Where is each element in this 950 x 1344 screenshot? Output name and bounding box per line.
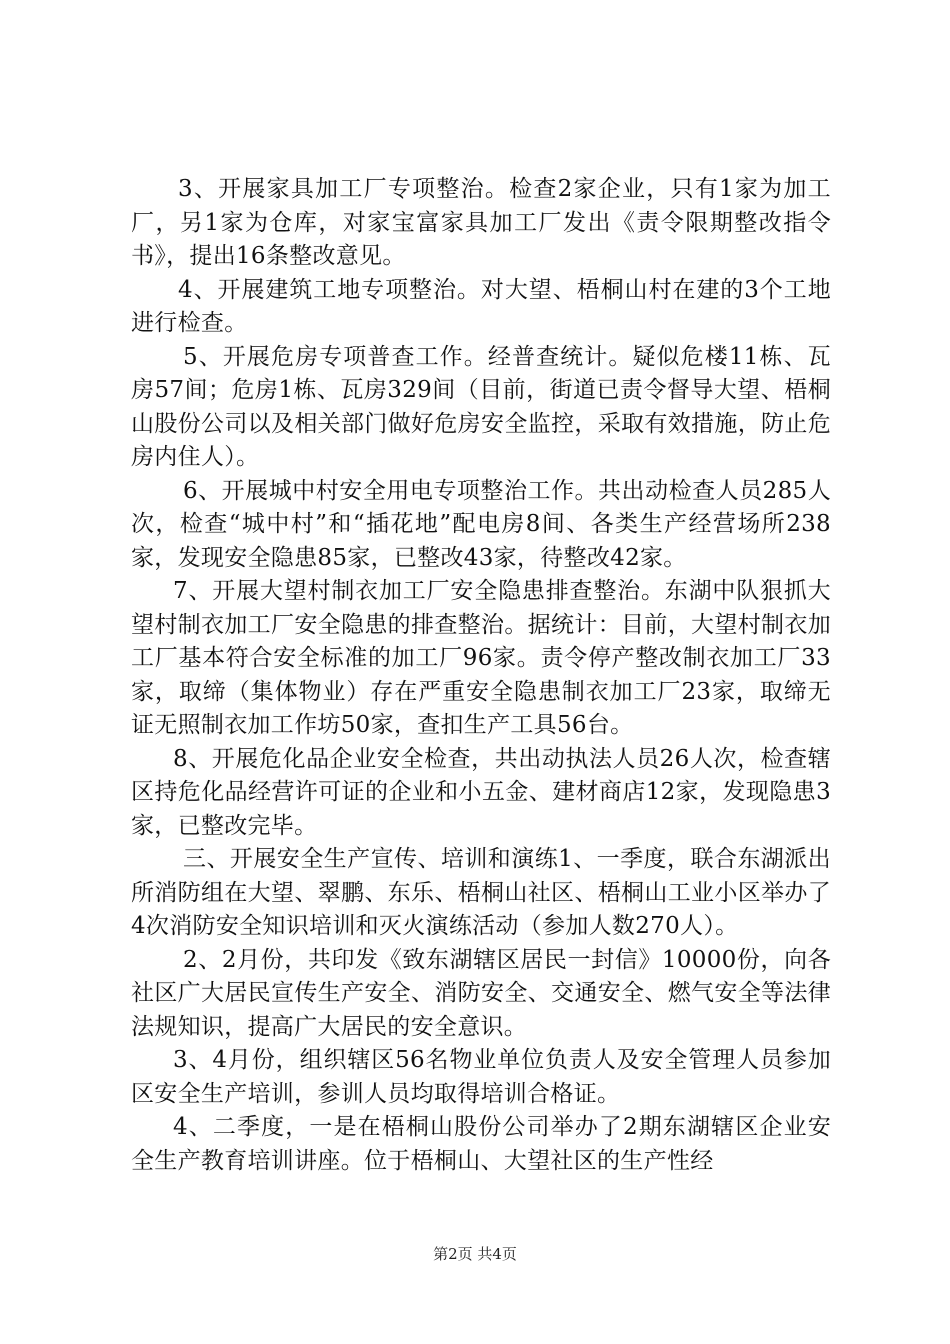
paragraph-garment-factory: 7、开展大望村制衣加工厂安全隐患排查整治。东湖中队狠抓大望村制衣加工厂安全隐患的排查整治。据统计：目前，大望村制衣加工厂基本符合安全标准的加工厂96家。责令停产整改制衣加工厂33家，取缔（集体物业）存在严重安全隐患制衣加工厂23家，取缔无证无照制衣加工作坊50家，查扣生产工具56台。 xyxy=(131,578,831,738)
paragraph-construction-site: 4、开展建筑工地专项整治。对大望、梧桐山村在建的3个工地进行检查。 xyxy=(131,276,831,336)
document-body xyxy=(131,173,831,1178)
paragraph-property-training: 3、4月份，组织辖区56名物业单位负责人及安全管理人员参加区安全生产培训，参训人员均取得培训合格证。 xyxy=(131,1047,831,1107)
paragraph-hazardous-chemicals: 8、开展危化品企业安全检查，共出动执法人员26人次，检查辖区持危化品经营许可证的企业和小五金、建材商店12家，发现隐患3家，已整改完毕。 xyxy=(131,745,831,839)
paragraph-electricity-safety: 6、开展城中村安全用电专项整治工作。共出动检查人员285人次，检查“城中村”和“插花地”配电房8间、各类生产经营场所238家，发现安全隐患85家，已整改43家，待整改42家。 xyxy=(131,477,831,571)
paragraph-dangerous-housing: 5、开展危房专项普查工作。经普查统计。疑似危楼11栋、瓦房57间；危房1栋、瓦房329间（目前，街道已责令督导大望、梧桐山股份公司以及相关部门做好危房安全监控，采取有效措施，防止危房内住人）。 xyxy=(131,343,831,470)
page-number-footer: 第2页 共4页 xyxy=(433,1245,517,1263)
paragraph-resident-letter: 2、2月份，共印发《致东湖辖区居民一封信》10000份，向各社区广大居民宣传生产安全、消防安全、交通安全、燃气安全等法律法规知识，提高广大居民的安全意识。 xyxy=(131,946,831,1040)
paragraph-safety-publicity: 三、开展安全生产宣传、培训和演练1、一季度，联合东湖派出所消防组在大望、翠鹏、东乐、梧桐山社区、梧桐山工业小区举办了4次消防安全知识培训和灭火演练活动（参加人数270人）。 xyxy=(131,846,831,939)
paragraph-furniture-factory: 3、开展家具加工厂专项整治。检查2家企业，只有1家为加工厂，另1家为仓库，对家宝富家具加工厂发出《责令限期整改指令书》，提出16条整改意见。 xyxy=(131,176,831,269)
paragraph-second-quarter: 4、二季度，一是在梧桐山股份公司举办了2期东湖辖区企业安全生产教育培训讲座。位于梧桐山、大望社区的生产性经 xyxy=(131,1114,831,1174)
